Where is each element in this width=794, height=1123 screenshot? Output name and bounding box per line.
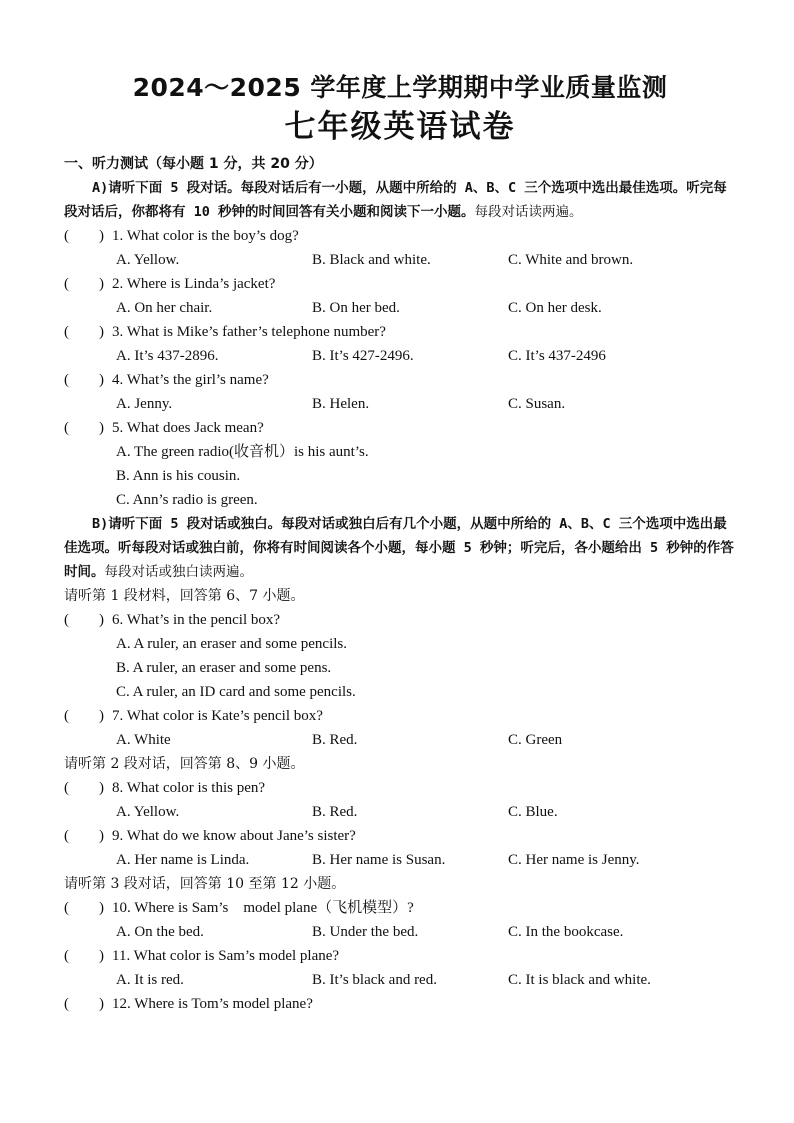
option-a: A. A ruler, an eraser and some pencils. xyxy=(116,636,347,652)
answer-blank[interactable]: ( ) xyxy=(64,828,104,844)
option-c: C. It is black and white. xyxy=(508,972,651,988)
options-8 xyxy=(64,800,736,824)
option-c: C. On her desk. xyxy=(508,300,602,316)
option-c: C. Ann’s radio is green. xyxy=(116,492,258,508)
question-9 xyxy=(64,824,736,848)
question-12 xyxy=(64,992,736,1016)
question-2 xyxy=(64,272,736,296)
option-c: C. White and brown. xyxy=(508,252,634,268)
part-a-instruction: A)请听下面 5 段对话。每段对话后有一小题，从题中所给的 A、B、C 三个选项中选出最佳选项。听完每段对话后，你都将有 10 秒钟的时间回答有关小题和阅读下一小题。每段对话读两遍。 xyxy=(64,180,727,220)
question-stem: 10. Where is Sam’s model plane（飞机模型）? xyxy=(112,900,414,916)
option-a: A. Jenny. xyxy=(116,396,173,412)
options-10 xyxy=(64,920,736,944)
question-3 xyxy=(64,320,736,344)
question-8 xyxy=(64,776,736,800)
question-stem: 9. What do we know about Jane’s sister? xyxy=(112,828,356,844)
question-stem: 3. What is Mike’s father’s telephone number? xyxy=(112,324,386,340)
option-c: C. It’s 437-2496 xyxy=(508,348,606,364)
options-3 xyxy=(64,344,736,368)
option-c: C. In the bookcase. xyxy=(508,924,624,940)
option-c: C. Blue. xyxy=(508,804,558,820)
question-10 xyxy=(64,896,736,920)
question-stem: 11. What color is Sam’s model plane? xyxy=(112,948,340,964)
answer-blank[interactable]: ( ) xyxy=(64,228,104,244)
question-stem: 5. What does Jack mean? xyxy=(112,420,264,436)
option-a: A. The green radio(收音机）is his aunt’s. xyxy=(116,444,369,460)
option-b: B. Under the bed. xyxy=(312,924,419,940)
option-c: C. A ruler, an ID card and some pencils. xyxy=(116,684,356,700)
option-c: C. Green xyxy=(508,732,563,748)
question-5 xyxy=(64,416,736,440)
question-stem: 2. Where is Linda’s jacket? xyxy=(112,276,276,292)
question-1 xyxy=(64,224,736,248)
question-stem: 12. Where is Tom’s model plane? xyxy=(112,996,313,1012)
question-4 xyxy=(64,368,736,392)
question-stem: 4. What’s the girl’s name? xyxy=(112,372,269,388)
option-b: B. Black and white. xyxy=(312,252,431,268)
options-7 xyxy=(64,728,736,752)
options-9 xyxy=(64,848,736,872)
option-b: B. Ann is his cousin. xyxy=(116,468,241,484)
option-b: B. Helen. xyxy=(312,396,370,412)
subheading-dialogue-2: 请听第 2 段对话，回答第 8、9 小题。 xyxy=(64,756,305,772)
option-b: B. A ruler, an eraser and some pens. xyxy=(116,660,332,676)
subheading-dialogue-3: 请听第 3 段对话，回答第 10 至第 12 小题。 xyxy=(64,876,346,892)
question-7 xyxy=(64,704,736,728)
question-11 xyxy=(64,944,736,968)
question-stem: 6. What’s in the pencil box? xyxy=(112,612,281,628)
option-b: B. It’s black and red. xyxy=(312,972,437,988)
option-c: C. Susan. xyxy=(508,396,566,412)
options-4 xyxy=(64,392,736,416)
answer-blank[interactable]: ( ) xyxy=(64,324,104,340)
option-a: A. Yellow. xyxy=(116,804,180,820)
option-b: B. It’s 427-2496. xyxy=(312,348,414,364)
option-c: C. Her name is Jenny. xyxy=(508,852,640,868)
option-a: A. White xyxy=(116,732,171,748)
exam-title-line1: 2024～2025 学年度上学期期中学业质量监测 xyxy=(132,73,668,102)
option-b: B. Her name is Susan. xyxy=(312,852,446,868)
question-6 xyxy=(64,608,736,632)
option-a: A. On the bed. xyxy=(116,924,204,940)
answer-blank[interactable]: ( ) xyxy=(64,420,104,436)
answer-blank[interactable]: ( ) xyxy=(64,372,104,388)
options-2 xyxy=(64,296,736,320)
answer-blank[interactable]: ( ) xyxy=(64,996,104,1012)
subheading-material-1: 请听第 1 段材料，回答第 6、7 小题。 xyxy=(64,588,305,604)
option-b: B. Red. xyxy=(312,804,358,820)
section-listening-title: 一、听力测试（每小题 1 分，共 20 分） xyxy=(64,156,323,172)
answer-blank[interactable]: ( ) xyxy=(64,708,104,724)
option-a: A. Her name is Linda. xyxy=(116,852,250,868)
question-stem: 8. What color is this pen? xyxy=(112,780,266,796)
answer-blank[interactable]: ( ) xyxy=(64,780,104,796)
question-stem: 1. What color is the boy’s dog? xyxy=(112,228,299,244)
answer-blank[interactable]: ( ) xyxy=(64,276,104,292)
option-a: A. Yellow. xyxy=(116,252,180,268)
option-a: A. On her chair. xyxy=(116,300,213,316)
options-11 xyxy=(64,968,736,992)
option-b: B. Red. xyxy=(312,732,358,748)
question-stem: 7. What color is Kate’s pencil box? xyxy=(112,708,323,724)
option-a: A. It is red. xyxy=(116,972,184,988)
answer-blank[interactable]: ( ) xyxy=(64,900,104,916)
option-b: B. On her bed. xyxy=(312,300,400,316)
answer-blank[interactable]: ( ) xyxy=(64,612,104,628)
options-1 xyxy=(64,248,736,272)
option-a: A. It’s 437-2896. xyxy=(116,348,219,364)
part-b-instruction: B)请听下面 5 段对话或独白。每段对话或独白后有几个小题，从题中所给的 A、B、C 三个选项中选出最佳选项。听每段对话或独白前，你将有时间阅读各个小题，每小题 5 秒钟；听完后，各小题给出 5 秒钟的作答时间。每段对话或独白读两遍。 xyxy=(64,516,734,580)
exam-title-line2: 七年级英语试卷 xyxy=(284,109,516,145)
answer-blank[interactable]: ( ) xyxy=(64,948,104,964)
